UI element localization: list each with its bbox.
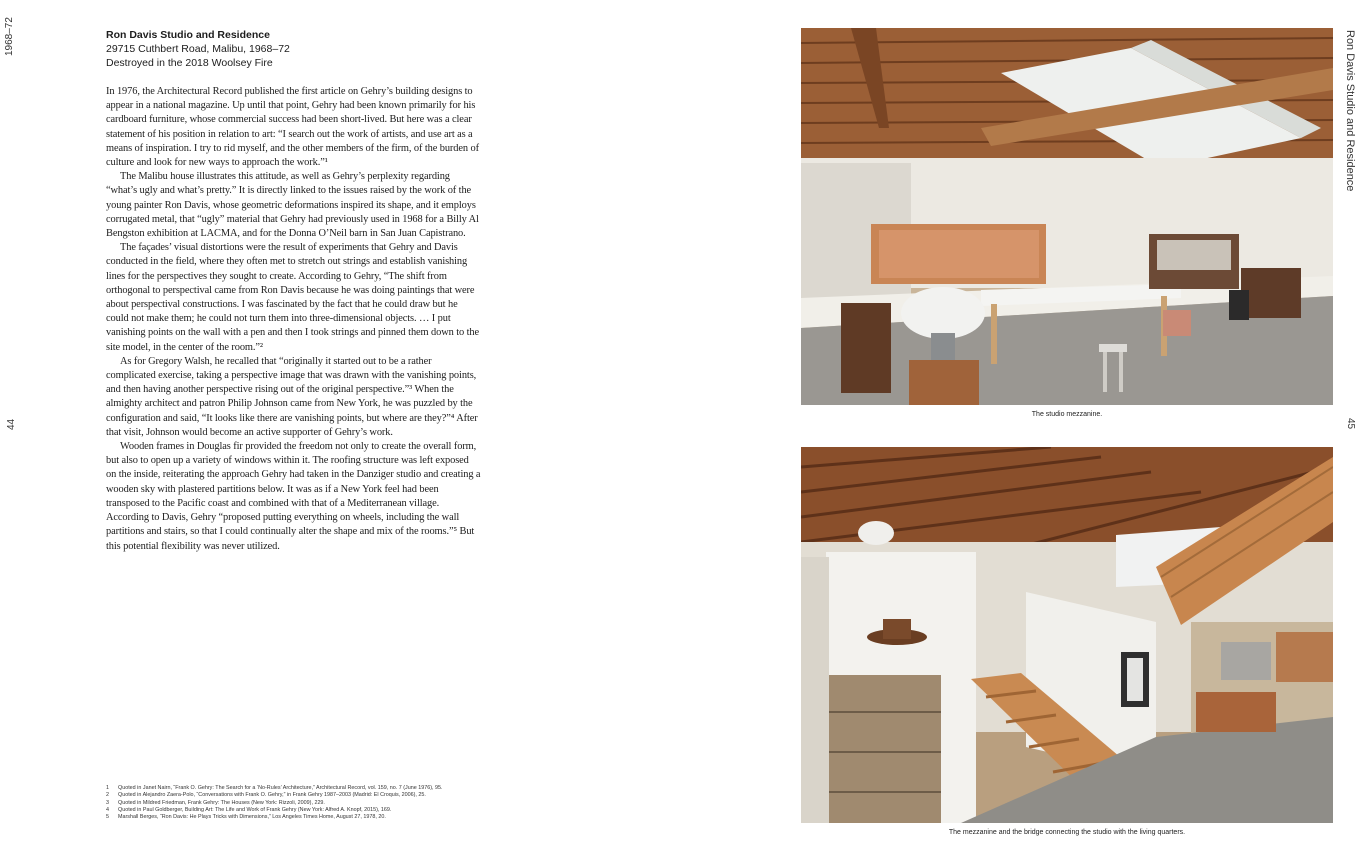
bottom-photo-caption: The mezzanine and the bridge connecting the studio with the living quarters.	[948, 829, 1186, 836]
footnotes	[106, 785, 466, 821]
footnote: 3 Quoted in Mildred Friedman, Frank Gehry: The Houses (New York: Rizzoli, 2009), 229.	[106, 799, 325, 806]
left-page-number: 44	[6, 418, 17, 430]
project-heading	[106, 28, 290, 70]
paragraph: The Malibu house illustrates this attitude, as well as Gehry’s perplexity regarding “what’s ugly and what’s pretty.” It is directly linked to the issues raised by the work of the young painter Ron Davis, whose geometric deformations inspired its shape, and it employs corrugated metal, that “ugly” material that Gehry had previously used in 1968 for a Billy Al Bengston exhibition at LACMA, and for the Donna O’Neil barn in San Juan Capistrano.	[106, 171, 479, 240]
project-status: Destroyed in the 2018 Woolsey Fire	[106, 57, 273, 69]
studio-mezzanine-photo	[801, 28, 1333, 405]
paragraph: In 1976, the Architectural Record published the first article on Gehry’s building designs to appear in a national magazine. Up until that point, Gehry had been known primarily for his cardboard furniture, whose commercial success had been short-lived. But here was a clear statement of his position in relation to art: “I search out the work of artists, and use art as a means of inspiration. I try to rid myself, and the other members of the firm, of the burden of culture and look for new ways to approach the work.”¹	[106, 86, 479, 169]
project-address: 29715 Cuthbert Road, Malibu, 1968–72	[106, 43, 290, 55]
footnote: 4 Quoted in Paul Goldberger, Building Art: The Life and Work of Frank Gehry (New York: Alfred A. Knopf, 2015), 169.	[106, 806, 392, 813]
right-page-number: 45	[1345, 418, 1356, 430]
footnote: 2 Quoted in Alejandro Zaera-Polo, “Conversations with Frank O. Gehry,” in Frank Gehry 1987–2003 (Madrid: El Croquis, 2006), 25.	[106, 792, 426, 799]
paragraph: As for Gregory Walsh, he recalled that “originally it started out to be a rather complicated exercise, taking a perspective image that was drawn with the vanishing points, and then having another perspective rising out of the original perspective.”³ When the almighty architect and patron Philip Johnson came from New York, he was puzzled by the configuration and said, “It looks like there are vanishing points, but where are they?”⁴ After that visit, Johnson would become an active supporter of Gehry’s work.	[106, 355, 478, 438]
paragraph: Wooden frames in Douglas fir provided the freedom not only to create the overall form, but also to open up a variety of windows within it. The roofing structure was left exposed on the inside, reiterating the approach Gehry had taken in the Danziger studio and creating a wooden sky with plastered partitions below. It was as if a New York feel had been transposed to the Pacific coast and combined with that of a Mediterranean village. According to Davis, Gehry “proposed putting everything on wheels, including the wall partitions and stairs, so that I could continually alter the shape and mix of the rooms.”⁵ But this potential flexibility was never utilized.	[106, 441, 481, 552]
project-title: Ron Davis Studio and Residence	[106, 29, 270, 41]
footnote: 5 Marshall Berges, “Ron Davis: He Plays Tricks with Dimensions,” Los Angeles Times Home, August 27, 1978, 20.	[106, 814, 386, 821]
body-text	[106, 85, 481, 554]
top-photo-caption: The studio mezzanine.	[1031, 411, 1103, 418]
right-running-head: Ron Davis Studio and Residence	[1344, 30, 1356, 192]
mezzanine-bridge-photo	[801, 447, 1333, 823]
paragraph: The façades’ visual distortions were the result of experiments that Gehry and Davis conducted in the field, where they often met to stretch out strings and establish vanishing lines for the perspectives they sought to create. According to Gehry, “The shift from orthogonal to perspectival came from Ron Davis because he was doing paintings that were about perspectival constructions. I was fascinated by the fact that he could draw but he could not make them; he could not turn them into three-dimensional objects. … I put vanishing points on the wall with a pen and then I took strings and pinned them down to the site model, in the center of the room.”²	[106, 242, 479, 353]
footnote: 1 Quoted in Janet Nairn, “Frank O. Gehry: The Search for a ‘No-Rules’ Architecture,” Architectural Record, vol. 159, no. 7 (June 1976), 95.	[106, 785, 443, 791]
left-running-head: 1968–72	[4, 17, 15, 56]
